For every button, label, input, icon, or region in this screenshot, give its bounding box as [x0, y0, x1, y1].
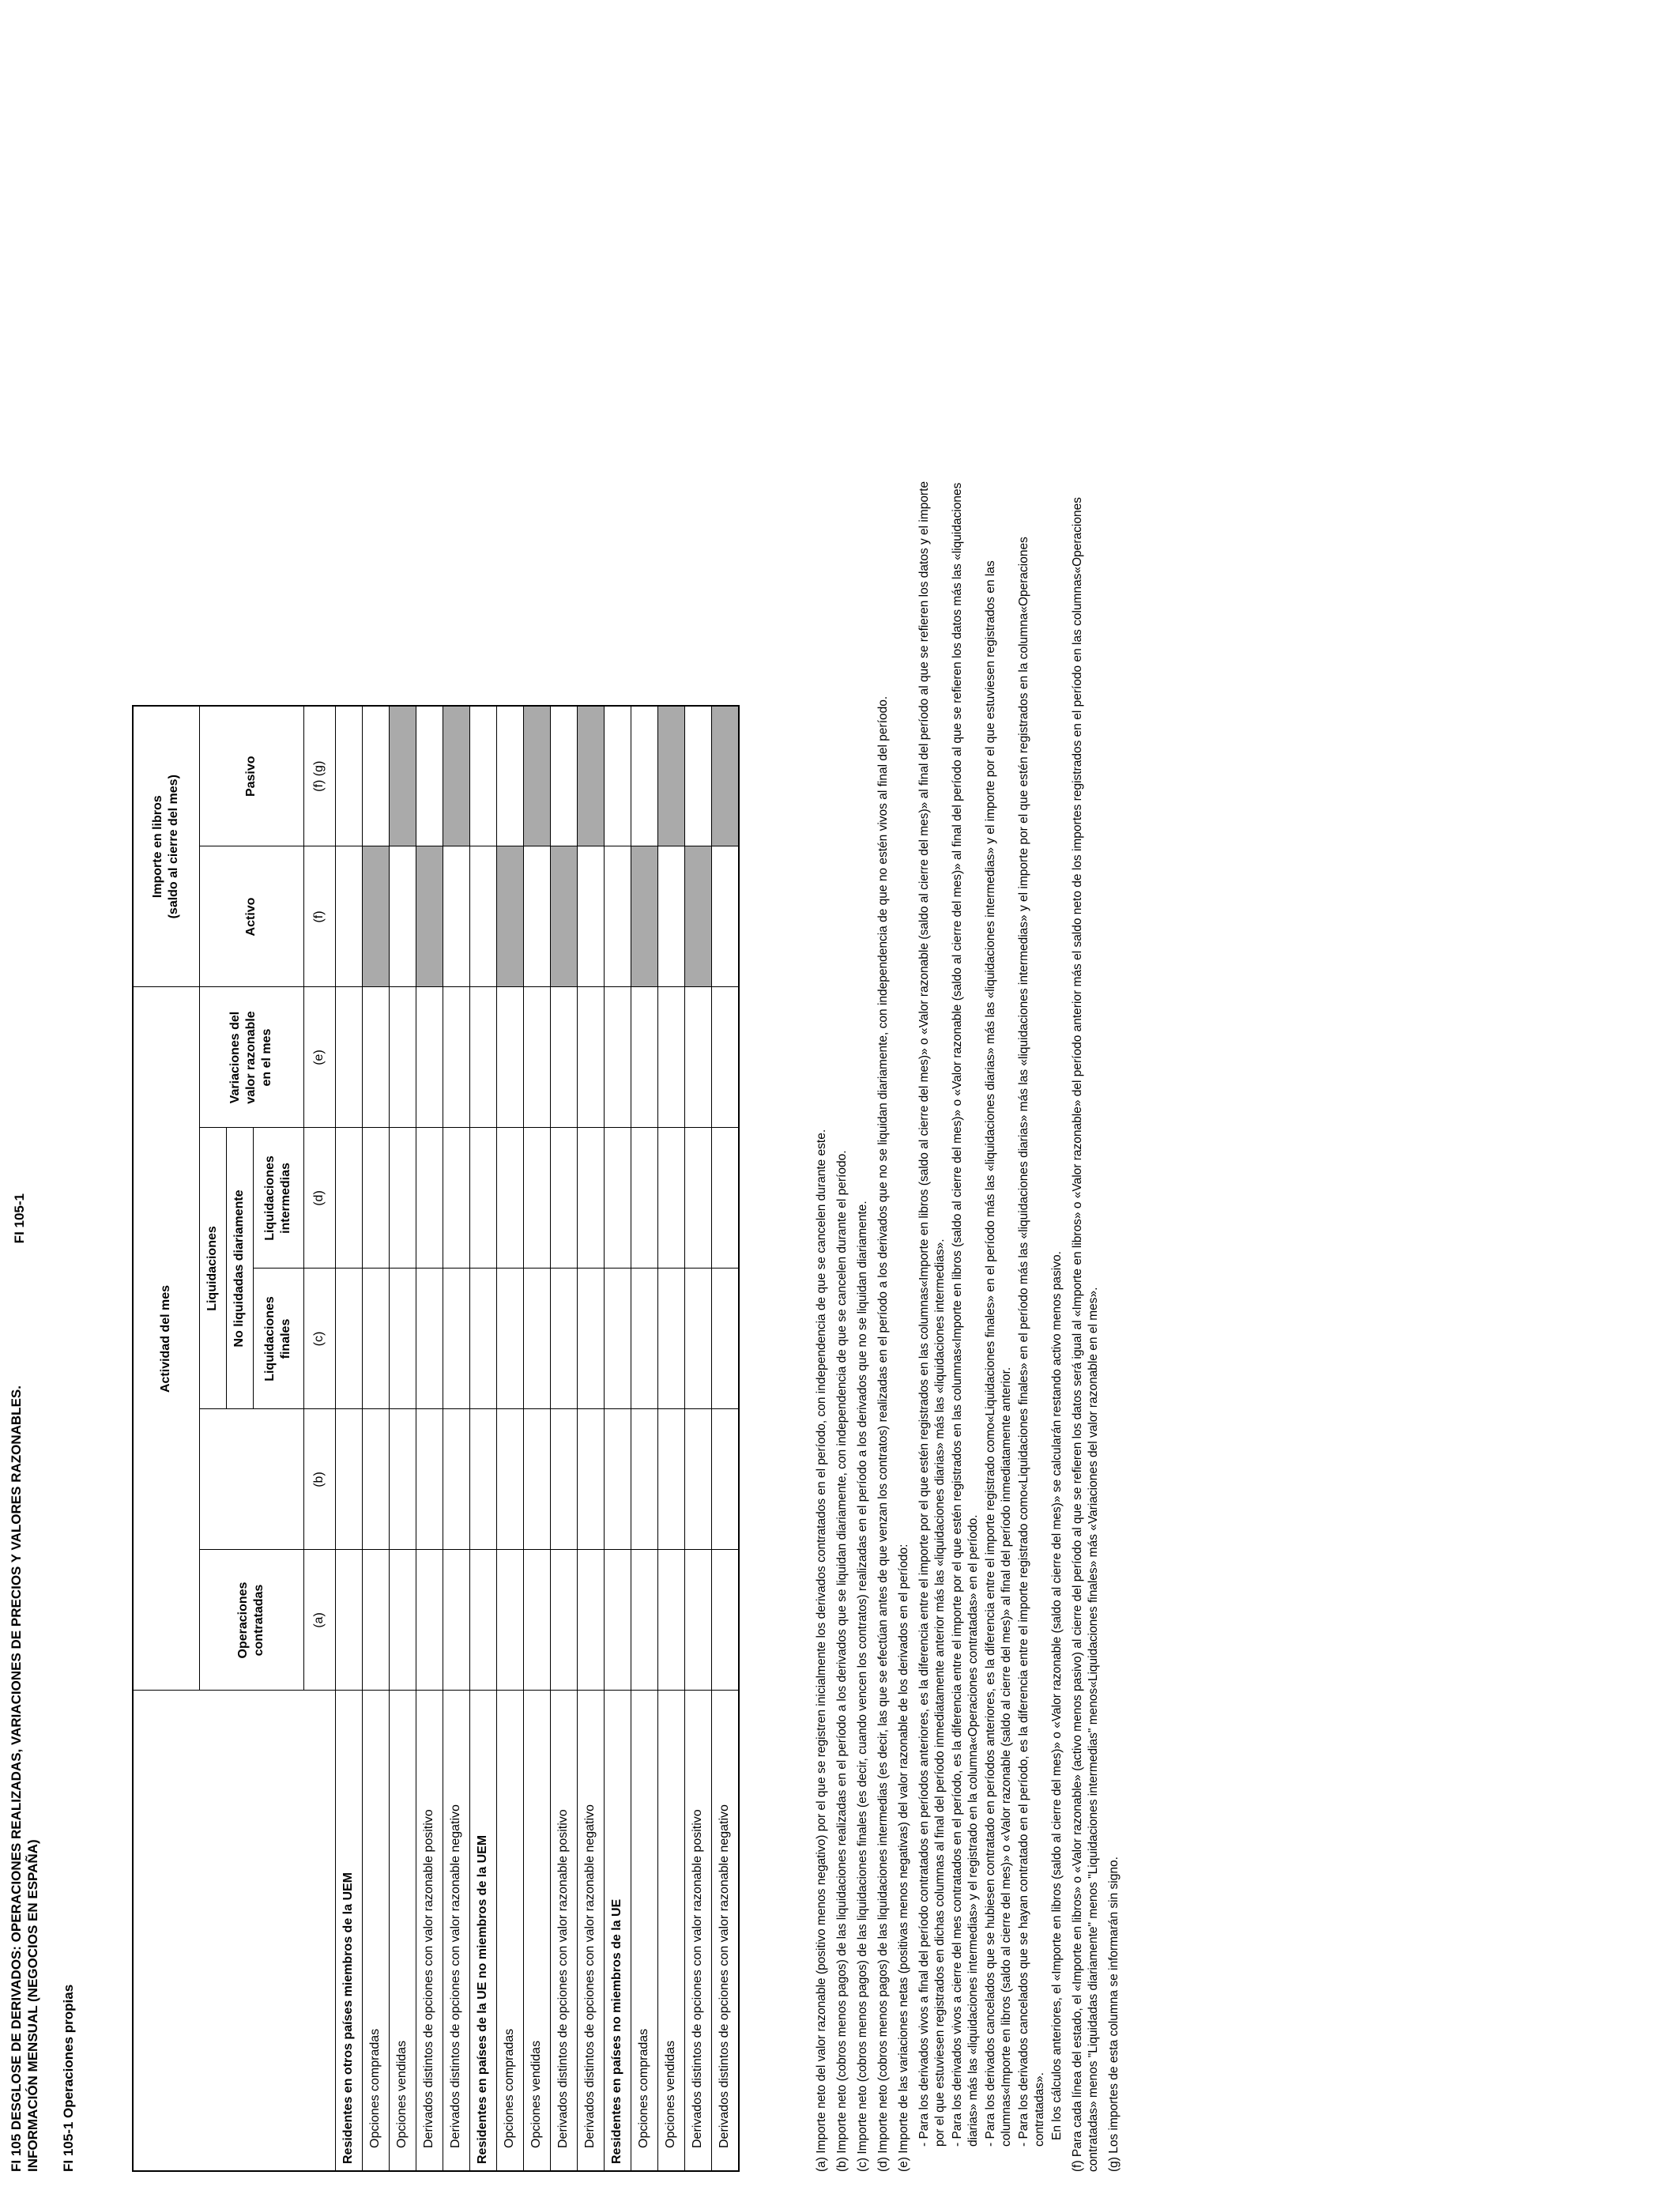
header-actividad: Actividad del mes	[133, 987, 199, 1691]
table-section-row	[604, 706, 631, 2171]
table-cell[interactable]	[335, 1409, 362, 1550]
table-cell[interactable]	[657, 987, 684, 1128]
row-label: Opciones compradas	[496, 1691, 523, 2171]
header-importe-libros-line1: Importe en libros	[151, 795, 165, 899]
table-cell[interactable]	[362, 1269, 389, 1409]
column-code: (e)	[303, 987, 335, 1128]
table-cell[interactable]	[684, 1269, 711, 1409]
table-cell[interactable]	[711, 846, 739, 987]
table-cell[interactable]	[711, 1550, 739, 1691]
header-var-line2: valor razonable	[244, 1011, 258, 1104]
table-cell[interactable]	[577, 987, 604, 1128]
table-cell[interactable]	[577, 846, 604, 987]
row-label: Residentes en otros países miembros de la UEM	[335, 1691, 362, 2171]
header-operaciones-line2: contratadas	[252, 1584, 266, 1657]
header-no-liquidadas: No liquidadas diariamente	[226, 1128, 253, 1409]
table-cell[interactable]	[657, 1409, 684, 1550]
table-cell[interactable]	[469, 1128, 496, 1269]
table-cell[interactable]	[684, 846, 711, 987]
table-cell[interactable]	[496, 987, 523, 1128]
column-code: (f) (g)	[303, 706, 335, 846]
header-liq-finales-line2: finales	[279, 1318, 292, 1359]
note-b: (b) Importe neto (cobros menos pagos) de las liquidaciones realizadas en el período a los derivados que se liquidan diariamente, con independencia de que se cancelen durante el período.	[835, 1150, 849, 2172]
note-e2: - Para los derivados vivos a cierre del mes contratados en el período, es la diferencia entre el importe por el que estén registrados en las columnas«Importe en libros (saldo al cierre del mes)» o «Valor razonable (saldo al cierre del mes)» al final del período al que se refieren los datos más las «liquidaciones diarias» más las «liquidaciones intermedias» y el registrado en la columna«Operaciones contratadas» en el período.	[951, 482, 980, 2147]
table-row	[389, 706, 416, 2171]
note-e3: - Para los derivados cancelados que se hubiesen contratado en períodos anteriores, es la diferencia entre el importe registrado como«Liquidaciones finales» en el período más las «liquidaciones diarias» más las «liquidaciones intermedias» y el importe por el que estuviesen registrados en las columnas«Importe en libros (saldo al cierre del mes)» o «Valor razonable (saldo al cierre del mes)» al final del período inmediatamente anterior.	[984, 560, 1013, 2147]
header-importe-libros	[133, 706, 199, 987]
table-cell[interactable]	[577, 1269, 604, 1409]
table-cell[interactable]	[523, 1409, 550, 1550]
row-label: Opciones compradas	[631, 1691, 657, 2171]
header-activo: Activo	[199, 846, 303, 987]
note-f: (f) Para cada línea del estado, el «Importe en libros» o «Valor razonable» (activo menos pasivo) al cierre del período al que se refieren los datos será igual al «Importe en libros» o «Valor razonable» del período anterior más el saldo neto de los importes registrados en el período en las columnas«Operaciones contratadas» menos "Liquidadas diariamente" menos "Liquidaciones intermedias" menos«Liquidaciones finales» más «Variaciones del valor razonable en el mes».	[1071, 497, 1100, 2172]
table-cell[interactable]	[496, 706, 523, 846]
table-cell[interactable]	[523, 987, 550, 1128]
table-cell[interactable]	[550, 1269, 577, 1409]
header-operaciones-line1: Operaciones	[236, 1581, 250, 1659]
table-cell[interactable]	[657, 1550, 684, 1691]
table-cell[interactable]	[443, 1550, 469, 1691]
table-cell[interactable]	[416, 1550, 443, 1691]
column-code: (b)	[303, 1409, 335, 1550]
table-cell[interactable]	[604, 987, 631, 1128]
table-cell[interactable]	[604, 706, 631, 846]
table-cell[interactable]	[550, 1550, 577, 1691]
table-cell[interactable]	[631, 846, 657, 987]
table-cell[interactable]	[657, 706, 684, 846]
table-cell[interactable]	[362, 1550, 389, 1691]
table-cell[interactable]	[469, 846, 496, 987]
column-code: (c)	[303, 1269, 335, 1409]
title-line-2: INFORMACIÓN MENSUAL (NEGOCIOS EN ESPAÑA)	[25, 1839, 40, 2172]
header-pasivo: Pasivo	[199, 706, 303, 846]
table-cell[interactable]	[416, 1409, 443, 1550]
header-var-line3: en el mes	[260, 1028, 273, 1087]
table-row	[416, 706, 443, 2171]
table-cell[interactable]	[416, 987, 443, 1128]
note-g: (g) Los importes de esta columna se informarán sin signo.	[1107, 1857, 1121, 2172]
table-cell[interactable]	[443, 1269, 469, 1409]
table-cell[interactable]	[389, 1269, 416, 1409]
note-e1: - Para los derivados vivos a final del período contratados en períodos anteriores, es la diferencia entre el importe por el que estén registrados en las columnas«Importe en libros (saldo al cierre del mes)» o «Valor razonable (saldo al cierre del mes)» al final del período al que se refieren los datos y el importe por el que estuviesen registrados en dichas columnas al final del período inmediatamente anterior más las «liquidaciones diarias» más las «liquidaciones intermedias».	[917, 481, 947, 2147]
table-cell[interactable]	[416, 1269, 443, 1409]
table-cell[interactable]	[711, 706, 739, 846]
table-cell[interactable]	[523, 1269, 550, 1409]
table-cell[interactable]	[577, 706, 604, 846]
table-cell[interactable]	[335, 706, 362, 846]
table-cell[interactable]	[631, 1409, 657, 1550]
table-cell[interactable]	[684, 1409, 711, 1550]
table-row	[523, 706, 550, 2171]
column-code: (a)	[303, 1550, 335, 1691]
form-subtitle: FI 105-1 Operaciones propias	[61, 1984, 76, 2172]
table-cell[interactable]	[711, 1409, 739, 1550]
table-row	[443, 706, 469, 2171]
row-label: Derivados distintos de opciones con valor razonable positivo	[550, 1691, 577, 2171]
table-row	[684, 706, 711, 2171]
note-a: (a) Importe neto del valor razonable (positivo menos negativo) por el que se registren inicialmente los derivados contratados en el período, con independencia de que se cancelen durante este.	[815, 1129, 828, 2172]
table-section-row	[335, 706, 362, 2171]
table-cell[interactable]	[711, 1269, 739, 1409]
header-importe-libros-line2: (saldo al cierre del mes)	[167, 775, 181, 919]
table-row	[577, 706, 604, 2171]
table-cell[interactable]	[657, 846, 684, 987]
header-liq-finales	[253, 1269, 303, 1409]
title-line-1: FI 105 DESGLOSE DE DERIVADOS: OPERACIONES REALIZADAS, VARIACIONES DE PRECIOS Y VALORES RAZONABLES.	[9, 1385, 24, 2172]
row-label: Opciones vendidas	[389, 1691, 416, 2171]
table-cell[interactable]	[684, 1550, 711, 1691]
table-row	[550, 706, 577, 2171]
derivatives-table	[132, 705, 740, 2172]
table-cell[interactable]	[550, 1409, 577, 1550]
table-cell[interactable]	[469, 1269, 496, 1409]
table-cell[interactable]	[469, 987, 496, 1128]
header-liq-finales-line1: Liquidaciones	[263, 1296, 277, 1382]
table-cell[interactable]	[631, 706, 657, 846]
table-cell[interactable]	[604, 1550, 631, 1691]
table-cell[interactable]	[684, 706, 711, 846]
table-cell[interactable]	[362, 706, 389, 846]
table-cell[interactable]	[362, 1409, 389, 1550]
table-cell[interactable]	[362, 846, 389, 987]
table-cell[interactable]	[443, 987, 469, 1128]
table-cell[interactable]	[631, 987, 657, 1128]
table-cell[interactable]	[496, 846, 523, 987]
table-cell[interactable]	[631, 1269, 657, 1409]
form-code: FI 105-1	[12, 1193, 27, 1244]
note-c: (c) Importe neto (cobros menos pagos) de las liquidaciones finales (es decir, cuando vencen los contratos) realizadas en el período a los derivados que no se liquidan diariamente.	[856, 1201, 869, 2172]
table-cell[interactable]	[657, 1269, 684, 1409]
form-title	[8, 1385, 41, 2172]
row-label: Opciones vendidas	[657, 1691, 684, 2171]
header-blank	[133, 1691, 335, 2171]
table-cell[interactable]	[416, 706, 443, 846]
row-label: Opciones compradas	[362, 1691, 389, 2171]
table-cell[interactable]	[362, 987, 389, 1128]
row-label: Opciones vendidas	[523, 1691, 550, 2171]
table-cell[interactable]	[335, 1550, 362, 1691]
footnotes	[814, 465, 1127, 2172]
table-cell[interactable]	[496, 1269, 523, 1409]
table-cell[interactable]	[335, 1128, 362, 1269]
table-cell[interactable]	[389, 706, 416, 846]
table-cell[interactable]	[443, 1128, 469, 1269]
table-cell[interactable]	[550, 1128, 577, 1269]
table-cell[interactable]	[577, 1128, 604, 1269]
header-liq-inter-line1: Liquidaciones	[263, 1155, 277, 1241]
row-label: Derivados distintos de opciones con valor razonable negativo	[577, 1691, 604, 2171]
table-cell[interactable]	[631, 1550, 657, 1691]
table-cell[interactable]	[362, 1128, 389, 1269]
row-label: Derivados distintos de opciones con valor razonable positivo	[416, 1691, 443, 2171]
table-row	[711, 706, 739, 2171]
table-cell[interactable]	[469, 1550, 496, 1691]
table-cell[interactable]	[389, 846, 416, 987]
table-cell[interactable]	[577, 1550, 604, 1691]
table-cell[interactable]	[577, 1409, 604, 1550]
row-label: Derivados distintos de opciones con valor razonable negativo	[443, 1691, 469, 2171]
table-cell[interactable]	[604, 1409, 631, 1550]
table-cell[interactable]	[657, 1128, 684, 1269]
table-row	[631, 706, 657, 2171]
table-cell[interactable]	[496, 1550, 523, 1691]
table-cell[interactable]	[496, 1128, 523, 1269]
note-d: (d) Importe neto (cobros menos pagos) de las liquidaciones intermedias (es decir, las que se efectúan antes de que venzan los contratos) realizadas en el período a los derivados que no se liquidan diariamente, con independencia de que no estén vivos al final del período.	[876, 696, 890, 2172]
table-cell[interactable]	[469, 706, 496, 846]
table-cell[interactable]	[604, 1269, 631, 1409]
table-cell[interactable]	[496, 1409, 523, 1550]
note-e5: En los cálculos anteriores, el «Importe en libros (saldo al cierre del mes)» o «Valor razonable (saldo al cierre del mes)» se calcularán restando activo menos pasivo.	[1050, 1251, 1064, 2140]
row-label: Residentes en países no miembros de la UE	[604, 1691, 631, 2171]
table-cell[interactable]	[523, 1128, 550, 1269]
table-cell[interactable]	[604, 846, 631, 987]
table-cell[interactable]	[550, 846, 577, 987]
header-liq-spacer	[199, 1409, 303, 1550]
table-row	[496, 706, 523, 2171]
table-body	[335, 706, 739, 2171]
header-liquidaciones: Liquidaciones	[199, 1128, 226, 1409]
table-row	[657, 706, 684, 2171]
note-e4: - Para los derivados cancelados que se hayan contratado en el período, es la diferencia entre el importe registrado como«Liquidaciones finales» en el período más las «liquidaciones diarias» más las «liquidaciones intermedias» y el importe por el que estén registrados en la columna«Operaciones contratadas».	[1017, 537, 1046, 2147]
table-cell[interactable]	[443, 1409, 469, 1550]
header-operaciones	[199, 1550, 303, 1691]
table-row	[362, 706, 389, 2171]
table-cell[interactable]	[416, 846, 443, 987]
table-section-row	[469, 706, 496, 2171]
header-variaciones	[199, 987, 303, 1128]
row-label: Derivados distintos de opciones con valor razonable negativo	[711, 1691, 739, 2171]
table-cell[interactable]	[416, 1128, 443, 1269]
table-cell[interactable]	[389, 1128, 416, 1269]
header-var-line1: Variaciones del	[228, 1011, 242, 1104]
header-liq-inter-line2: intermedias	[279, 1163, 292, 1234]
table-cell[interactable]	[604, 1128, 631, 1269]
table-cell[interactable]	[711, 1128, 739, 1269]
table-cell[interactable]	[443, 846, 469, 987]
table-cell[interactable]	[389, 1409, 416, 1550]
table-cell[interactable]	[335, 846, 362, 987]
row-label: Residentes en países de la UE no miembros de la UEM	[469, 1691, 496, 2171]
header-liq-intermedias	[253, 1128, 303, 1269]
note-e: (e) Importe de las variaciones netas (positivas menos negativas) del valor razonable de los derivados en el período:	[897, 1544, 910, 2172]
table-cell[interactable]	[711, 987, 739, 1128]
table-cell[interactable]	[469, 1409, 496, 1550]
column-code: (f)	[303, 846, 335, 987]
table-cell[interactable]	[335, 1269, 362, 1409]
table-cell[interactable]	[335, 987, 362, 1128]
row-label: Derivados distintos de opciones con valor razonable positivo	[684, 1691, 711, 2171]
table-cell[interactable]	[523, 1550, 550, 1691]
table-cell[interactable]	[550, 706, 577, 846]
table-cell[interactable]	[389, 1550, 416, 1691]
table-cell[interactable]	[523, 846, 550, 987]
table-cell[interactable]	[684, 1128, 711, 1269]
table-cell[interactable]	[389, 987, 416, 1128]
table-cell[interactable]	[443, 706, 469, 846]
table-cell[interactable]	[684, 987, 711, 1128]
column-code: (d)	[303, 1128, 335, 1269]
table-cell[interactable]	[631, 1128, 657, 1269]
table-cell[interactable]	[523, 706, 550, 846]
table-cell[interactable]	[550, 987, 577, 1128]
